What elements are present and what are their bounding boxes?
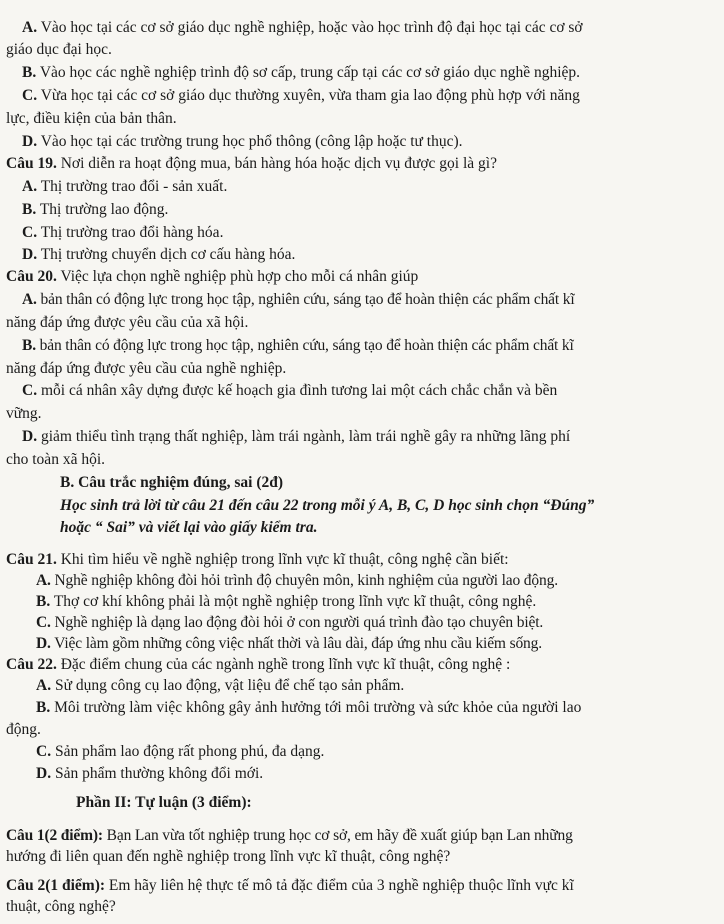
q20-option-c: C. mỗi cá nhân xây dựng được kế hoạch gia đình tương lai một cách chắc chắn và bền bbox=[22, 382, 558, 399]
q21-option-b: B. Thợ cơ khí không phải là một nghề nghiệp trong lĩnh vực kĩ thuật, công nghệ. bbox=[36, 593, 537, 610]
q20-option-a-cont: năng đáp ứng được yêu cầu của xã hội. bbox=[6, 314, 249, 331]
question-21: Câu 21. Khi tìm hiểu về nghề nghiệp trong lĩnh vực kĩ thuật, công nghệ cần biết: bbox=[6, 551, 509, 568]
q20-option-b-cont: năng đáp ứng được yêu cầu của nghề nghiệp. bbox=[6, 360, 287, 377]
q21-option-a: A. Nghề nghiệp không đòi hỏi trình độ chuyên môn, kinh nghiệm của người lao động. bbox=[36, 572, 558, 589]
q19-option-d: D. Thị trường chuyển dịch cơ cấu hàng hóa. bbox=[22, 246, 296, 263]
q22-option-d: D. Sản phẩm thường không đổi mới. bbox=[36, 765, 264, 782]
q19-option-a: A. Thị trường trao đổi - sản xuất. bbox=[22, 178, 228, 195]
q22-option-b: B. Môi trường làm việc không gây ảnh hưởng tới môi trường và sức khỏe của người lao bbox=[36, 699, 582, 716]
essay-question-2: Câu 2(1 điểm): Em hãy liên hệ thực tế mô tả đặc điểm của 3 nghề nghiệp thuộc lĩnh vực kĩ bbox=[6, 877, 574, 894]
section-b-heading: B. Câu trắc nghiệm đúng, sai (2đ) bbox=[60, 474, 284, 491]
section-b-instruction-cont: hoặc “ Sai” và viết lại vào giấy kiểm tra. bbox=[60, 519, 318, 536]
option-prev-a: A. Vào học tại các cơ sở giáo dục nghề nghiệp, hoặc vào học trình độ đại học tại các cơ sở bbox=[22, 19, 583, 36]
q22-option-b-cont: động. bbox=[6, 721, 41, 738]
q20-option-b: B. bản thân có động lực trong học tập, nghiên cứu, sáng tạo để hoàn thiện các phẩm chất kĩ bbox=[22, 337, 574, 354]
essay-question-1: Câu 1(2 điểm): Bạn Lan vừa tốt nghiệp trung học cơ sở, em hãy đề xuất giúp bạn Lan những bbox=[6, 827, 573, 844]
q20-option-a: A. bản thân có động lực trong học tập, nghiên cứu, sáng tạo để hoàn thiện các phẩm chất kĩ bbox=[22, 291, 575, 308]
question-20: Câu 20. Việc lựa chọn nghề nghiệp phù hợp cho mỗi cá nhân giúp bbox=[6, 268, 419, 285]
q19-option-b: B. Thị trường lao động. bbox=[22, 201, 169, 218]
q22-option-a: A. Sử dụng công cụ lao động, vật liệu để chế tạo sản phẩm. bbox=[36, 677, 405, 694]
option-prev-b: B. Vào học các nghề nghiệp trình độ sơ cấp, trung cấp tại các cơ sở giáo dục nghề nghiệp. bbox=[22, 64, 581, 81]
q19-option-c: C. Thị trường trao đổi hàng hóa. bbox=[22, 224, 224, 241]
q21-option-d: D. Việc làm gồm những công việc nhất thời và lâu dài, đáp ứng nhu cầu kiếm sống. bbox=[36, 635, 542, 652]
essay-question-1-cont: hướng đi liên quan đến nghề nghiệp trong lĩnh vực kĩ thuật, công nghệ? bbox=[6, 848, 451, 865]
part-2-heading: Phần II: Tự luận (3 điểm): bbox=[76, 794, 252, 811]
question-22: Câu 22. Đặc điểm chung của các ngành nghề trong lĩnh vực kĩ thuật, công nghệ : bbox=[6, 656, 511, 673]
q20-option-c-cont: vững. bbox=[6, 405, 42, 422]
essay-question-2-cont: thuật, công nghệ? bbox=[6, 898, 116, 915]
section-b-instruction: Học sinh trả lời từ câu 21 đến câu 22 trong mỗi ý A, B, C, D học sinh chọn “Đúng” bbox=[60, 497, 595, 514]
option-prev-c-cont: lực, điều kiện của bản thân. bbox=[6, 110, 177, 127]
q20-option-d: D. giảm thiểu tình trạng thất nghiệp, làm trái ngành, làm trái nghề gây ra những lãng phí bbox=[22, 428, 571, 445]
question-19: Câu 19. Nơi diễn ra hoạt động mua, bán hàng hóa hoặc dịch vụ được gọi là gì? bbox=[6, 155, 497, 172]
q21-option-c: C. Nghề nghiệp là dạng lao động đòi hỏi ở con người quá trình đào tạo chuyên biệt. bbox=[36, 614, 544, 631]
option-prev-c: C. Vừa học tại các cơ sở giáo dục thường xuyên, vừa tham gia lao động phù hợp với năng bbox=[22, 87, 580, 104]
option-prev-a-cont: giáo dục đại học. bbox=[6, 41, 112, 58]
q20-option-d-cont: cho toàn xã hội. bbox=[6, 451, 106, 468]
q22-option-c: C. Sản phẩm lao động rất phong phú, đa dạng. bbox=[36, 743, 325, 760]
option-prev-d: D. Vào học tại các trường trung học phổ thông (công lập hoặc tư thục). bbox=[22, 133, 463, 150]
